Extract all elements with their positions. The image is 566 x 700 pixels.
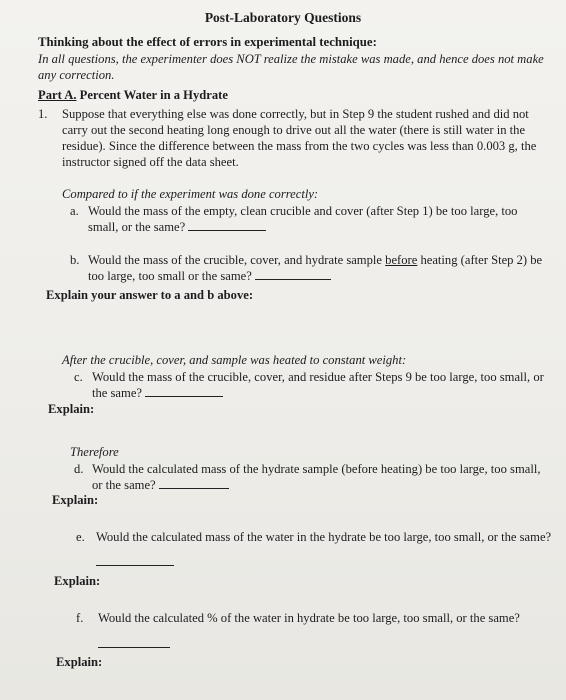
answer-blank-a[interactable] [188,230,266,231]
question-1-number: 1. [38,107,48,121]
question-c-body [92,369,550,401]
intro-heading: Thinking about the effect of errors in experimental technique: [38,35,377,49]
answer-blank-f[interactable] [98,633,170,648]
part-a-label: Part A. [38,88,77,102]
question-c-text: Would the mass of the crucible, cover, and residue after Steps 9 be too large, too small, or the same? [92,370,544,400]
question-d-body [92,461,550,493]
compared-note: Compared to if the experiment was done correctly: [62,187,319,201]
question-b-underlined: before [385,253,418,267]
question-a-body [88,203,550,235]
explain-e-label: Explain: [54,574,101,588]
question-a-text: Would the mass of the empty, clean crucible and cover (after Step 1) be too large, too small, or the same? [88,204,518,234]
question-d-text: Would the calculated mass of the hydrate sample (before heating) be too large, too small, or the same? [92,462,541,492]
therefore-note: Therefore [70,445,119,459]
answer-blank-b[interactable] [255,279,331,280]
question-f [76,610,556,626]
part-a-heading [38,87,538,103]
question-c-label: c. [74,370,83,384]
after-heated-note: After the crucible, cover, and sample was heated to constant weight: [62,353,407,367]
question-b [70,252,550,284]
answer-blank-c[interactable] [145,396,223,397]
question-e-text: Would the calculated mass of the water in the hydrate be too large, too small, or the same? [96,530,552,544]
explain-c-label: Explain: [48,402,95,416]
question-a [70,203,550,235]
explain-ab-label: Explain your answer to a and b above: [46,288,254,302]
page-title: Post-Laboratory Questions [204,10,362,25]
question-b-body [88,252,550,284]
explain-d-label: Explain: [52,493,99,507]
question-b-label: b. [70,253,80,267]
answer-blank-d[interactable] [159,488,229,489]
explain-f-label: Explain: [56,655,103,669]
question-1-text: Suppose that everything else was done correctly, but in Step 9 the student rushed and did not carry out the second heating long enough to drive out all the water (there is still water in the residue). Since the difference between the mass from the two cycles was less than 0.003 g, the instructor signed off the data sheet. [62,107,537,169]
question-c [74,369,550,401]
question-b-text-after: heating (after Step 2) be too large, too small or the same? [88,253,543,283]
question-1 [38,106,550,170]
question-e [76,529,552,545]
question-d [74,461,550,493]
answer-blank-e[interactable] [96,551,174,566]
question-a-label: a. [70,204,79,218]
intro-note: In all questions, the experimenter does NOT realize the mistake was made, and hence does not make any correction. [38,52,544,82]
part-a-title: Percent Water in a Hydrate [79,88,228,102]
question-e-label: e. [76,530,85,544]
question-f-text: Would the calculated % of the water in hydrate be too large, too small, or the same? [98,611,520,625]
question-d-label: d. [74,462,84,476]
question-f-label: f. [76,611,84,625]
question-b-text-before: Would the mass of the crucible, cover, and hydrate sample [88,253,386,267]
